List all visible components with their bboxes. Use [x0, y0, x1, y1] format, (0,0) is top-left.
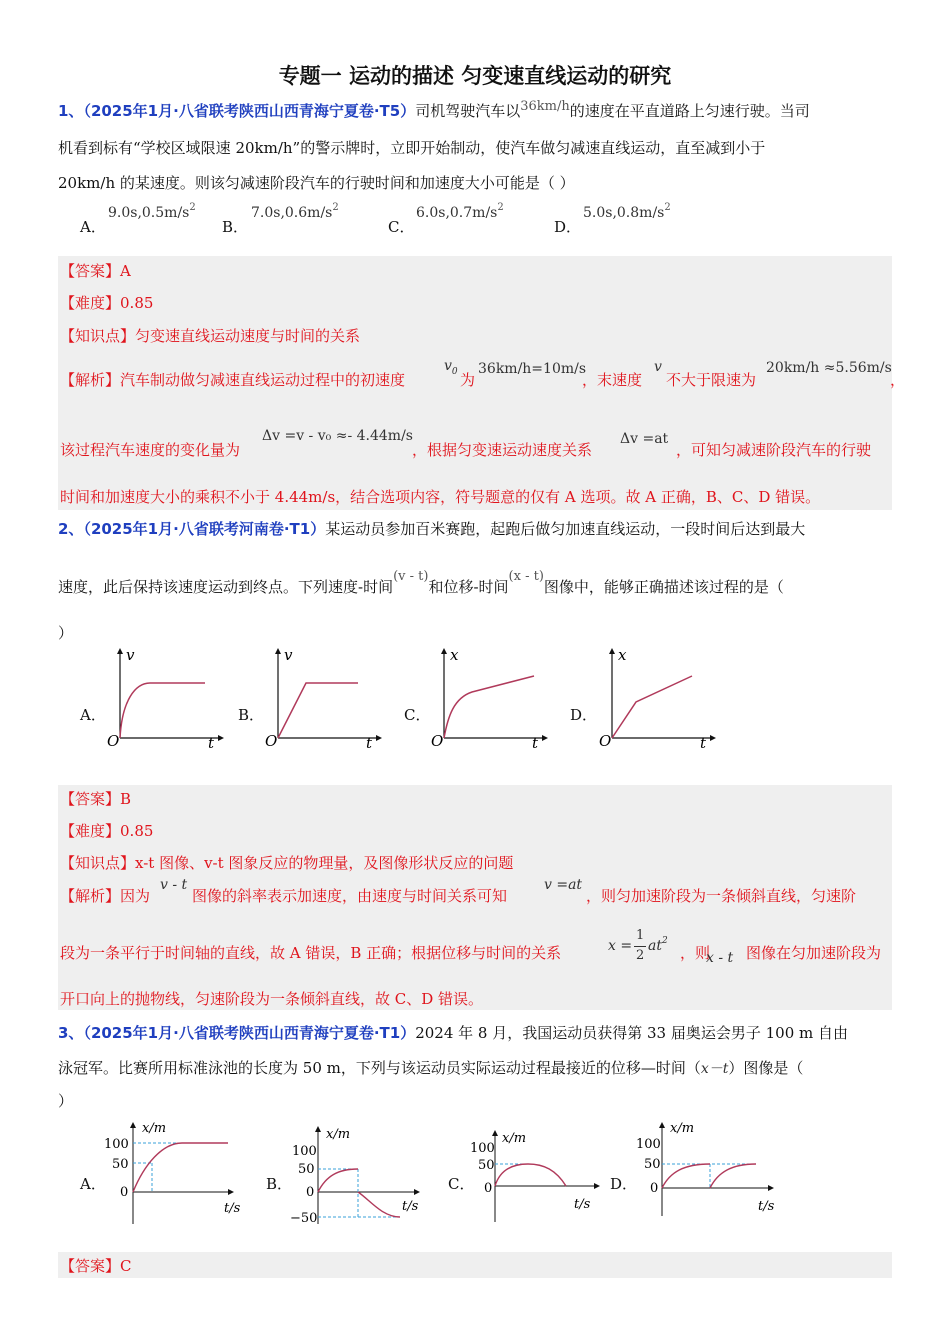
q1-analysis-line-1: 【解析】汽车制动做匀减速直线运动过程中的初速度: [60, 371, 406, 389]
q1-answer: 【答案】A: [60, 262, 131, 280]
q2-an-math-2: v =at: [544, 877, 583, 893]
q1-analysis-line-2: 该过程汽车速度的变化量为: [60, 441, 241, 459]
q2-answer: 【答案】B: [60, 790, 132, 808]
q3-answer-box: [58, 1252, 892, 1278]
q1-an-relation: ，根据匀变速运动速度关系: [412, 441, 593, 459]
q3-source: （2025年1月·八省联考陕西山西青海宁夏卷·T1）: [83, 1024, 416, 1042]
q3-b-ylabel: x/m: [326, 1127, 351, 1142]
q3-option-c-label[interactable]: C．: [448, 1175, 475, 1193]
q2-d-xlabel: t: [700, 734, 707, 750]
q2-c-ylabel: x: [450, 646, 459, 664]
q3-graph-d: [632, 1120, 782, 1218]
q2-d-origin: O: [599, 732, 612, 750]
q2-option-a-label[interactable]: A．: [80, 706, 106, 724]
q2-an-text-1: 图像的斜率表示加速度，由速度与时间关系可知: [192, 887, 508, 905]
q1-option-d-value: $5.0s,0.8m/s^2$: [583, 202, 671, 221]
q1-analysis-line-3: 时间和加速度大小的乘积不小于 4.44m/s，结合选项内容，符号题意的仅有 A 选项。故 A 正确，B、C、D 错误。: [60, 488, 821, 506]
q1-an-math-2: 20km/h ≈5.56m/s: [766, 360, 892, 376]
q3-c-tick-0: 0: [484, 1181, 493, 1196]
q2-a-xlabel: t: [208, 734, 215, 750]
q2-a-ylabel: v: [126, 646, 135, 664]
q1-an-v0: $v_0$: [444, 358, 458, 377]
q2-graph-c: [424, 646, 549, 750]
q1-text: 司机驾驶汽车以: [415, 102, 521, 120]
q3-a-tick-50: 50: [112, 1157, 129, 1172]
q3-answer: 【答案】C: [60, 1257, 132, 1275]
q3-option-a-label[interactable]: A．: [80, 1175, 106, 1193]
q1-option-a-label[interactable]: A．: [80, 218, 106, 236]
q1-option-c-value: $6.0s,0.7m/s^2$: [416, 202, 504, 221]
q3-graph-c: [470, 1128, 610, 1224]
q2-a-origin: O: [107, 732, 120, 750]
q3-graph-b: [288, 1124, 428, 1226]
q1-line-1: [58, 100, 810, 121]
q1-line-3: 20km/h 的某速度。则该匀减速阶段汽车的行驶时间和加速度大小可能是（ ）: [58, 174, 575, 192]
q3-b-tick-50: 50: [298, 1162, 315, 1177]
q1-an-math-1: 36km/h=10m/s: [478, 361, 587, 377]
q1-number: 1、: [58, 102, 84, 120]
page-title: 专题一 运动的描述 匀变速直线运动的研究: [278, 64, 672, 88]
q3-c-ylabel: x/m: [502, 1131, 527, 1146]
q2-an-math-4: x - t: [706, 950, 734, 966]
q1-an-v: v: [654, 359, 662, 375]
q2-analysis-line-2: 段为一条平行于时间轴的直线，故 A 错误，B 正确；根据位移与时间的关系: [60, 944, 562, 962]
q2-analysis-line-3: 开口向上的抛物线，匀速阶段为一条倾斜直线，故 C、D 错误。: [60, 990, 484, 1008]
q2-graph-b: [258, 646, 383, 750]
q3-b-xlabel: t/s: [402, 1199, 419, 1214]
q3-d-tick-50: 50: [644, 1157, 661, 1172]
q2-number: 2、: [58, 520, 84, 538]
q2-an-math-1: v - t: [160, 877, 188, 893]
q2-an-frac-bar: [634, 946, 646, 947]
q3-c-tick-100: 100: [470, 1141, 495, 1156]
q2-b-xlabel: t: [366, 734, 373, 750]
q3-line-2: 泳冠军。比赛所用标准泳池的长度为 50 m，下列与该运动员实际运动过程最接近的位移—时间（x－t）图像是（: [58, 1059, 804, 1077]
q3-d-tick-0: 0: [650, 1181, 659, 1196]
q1-option-d-label[interactable]: D．: [554, 218, 582, 236]
q3-a-ylabel: x/m: [142, 1121, 167, 1136]
q3-c-xlabel: t/s: [574, 1197, 591, 1212]
q2-an-frac-den: 2: [636, 948, 645, 963]
q2-option-b-label[interactable]: B．: [238, 706, 265, 724]
q3-a-xlabel: t/s: [224, 1201, 240, 1216]
q2-d-ylabel: x: [618, 646, 627, 664]
q2-graph-a: [100, 646, 225, 750]
q1-an-conclude: ，可知匀减速阶段汽车的行驶: [676, 441, 872, 459]
q2-an-math-3b: $at^2$: [648, 936, 668, 954]
q2-c-xlabel: t: [532, 734, 539, 750]
q2-an-text-4: 图像在匀加速阶段为: [746, 944, 882, 962]
q2-b-ylabel: v: [284, 646, 293, 664]
q2-source: （2025年1月·八省联考河南卷·T1）: [83, 520, 326, 538]
q3-b-tick-0: 0: [306, 1185, 315, 1200]
q3-number: 3、: [58, 1024, 84, 1042]
q2-line-1: [58, 518, 805, 539]
q2-b-origin: O: [265, 732, 278, 750]
q3-b-tick-neg50: −50: [290, 1211, 318, 1226]
q3-graph-a: [100, 1120, 240, 1228]
q3-line-1: [58, 1022, 848, 1043]
q2-an-text-3: ，则: [680, 944, 711, 962]
q2-option-d-label[interactable]: D．: [570, 706, 598, 724]
q1-option-b-label[interactable]: B．: [222, 218, 249, 236]
q2-text: 某运动员参加百米赛跑，起跑后做匀加速直线运动，一段时间后达到最大: [325, 520, 806, 538]
q2-analysis-line-1: 【解析】因为: [60, 887, 151, 905]
q2-knowledge: 【知识点】x-t 图像、v-t 图象反应的物理量，及图像形状反应的问题: [60, 854, 514, 872]
q3-a-tick-100: 100: [104, 1137, 129, 1152]
q3-c-tick-50: 50: [478, 1158, 495, 1173]
q3-line-3: ）: [58, 1092, 74, 1110]
q3-a-tick-0: 0: [120, 1185, 129, 1200]
q2-difficulty: 【难度】0.85: [60, 822, 154, 840]
q1-an-math-3: Δv =v - v₀ ≈- 4.44m/s: [262, 428, 413, 444]
q3-text: 2024 年 8 月，我国运动员获得第 33 届奥运会男子 100 m 自由: [415, 1024, 849, 1042]
q3-d-xlabel: t/s: [758, 1199, 775, 1214]
q1-difficulty: 【难度】0.85: [60, 294, 154, 312]
q2-line-3: ）: [58, 624, 74, 642]
q3-b-tick-100: 100: [292, 1144, 317, 1159]
q2-line-2: 速度，此后保持该速度运动到终点。下列速度-时间(v - t)和位移-时间(x - t)图像中，能够正确描述该过程的是（: [58, 569, 784, 596]
q2-option-c-label[interactable]: C．: [404, 706, 431, 724]
q3-option-d-label[interactable]: D．: [610, 1175, 638, 1193]
q2-an-frac-num: 1: [636, 928, 645, 943]
q1-an-wei: 为: [460, 371, 476, 389]
q3-d-tick-100: 100: [636, 1137, 661, 1152]
q1-source: （2025年1月·八省联考陕西山西青海宁夏卷·T5）: [83, 102, 416, 120]
q1-an-limit: 不大于限速为: [666, 371, 757, 389]
q1-an-comma: ，: [890, 371, 906, 389]
q3-option-b-label[interactable]: B．: [266, 1175, 293, 1193]
q2-xt: (x - t): [508, 569, 544, 584]
q2-vt: (v - t): [393, 569, 429, 584]
q2-an-math-3a: x =: [608, 938, 633, 954]
q2-an-text-2: ，则匀加速阶段为一条倾斜直线，匀速阶: [586, 887, 857, 905]
q1-line-2: 机看到标有“学校区域限速 20km/h”的警示牌时，立即开始制动，使汽车做匀减速直线运动，直至减到小于: [58, 139, 766, 157]
q1-an-mo: ，末速度: [582, 371, 643, 389]
q1-option-b-value: $7.0s,0.6m/s^2$: [251, 202, 339, 221]
q1-speed: 36km/h: [520, 99, 570, 114]
q1-knowledge: 【知识点】匀变速直线运动速度与时间的关系: [60, 327, 361, 345]
q1-text-cont: 的速度在平直道路上匀速行驶。当司: [569, 102, 810, 120]
q1-an-math-4: Δv =at: [620, 431, 669, 447]
q2-c-origin: O: [431, 732, 444, 750]
q2-graph-d: [592, 646, 717, 750]
q3-d-ylabel: x/m: [670, 1121, 695, 1136]
q1-option-c-label[interactable]: C．: [388, 218, 415, 236]
q1-option-a-value: $9.0s,0.5m/s^2$: [108, 202, 196, 221]
